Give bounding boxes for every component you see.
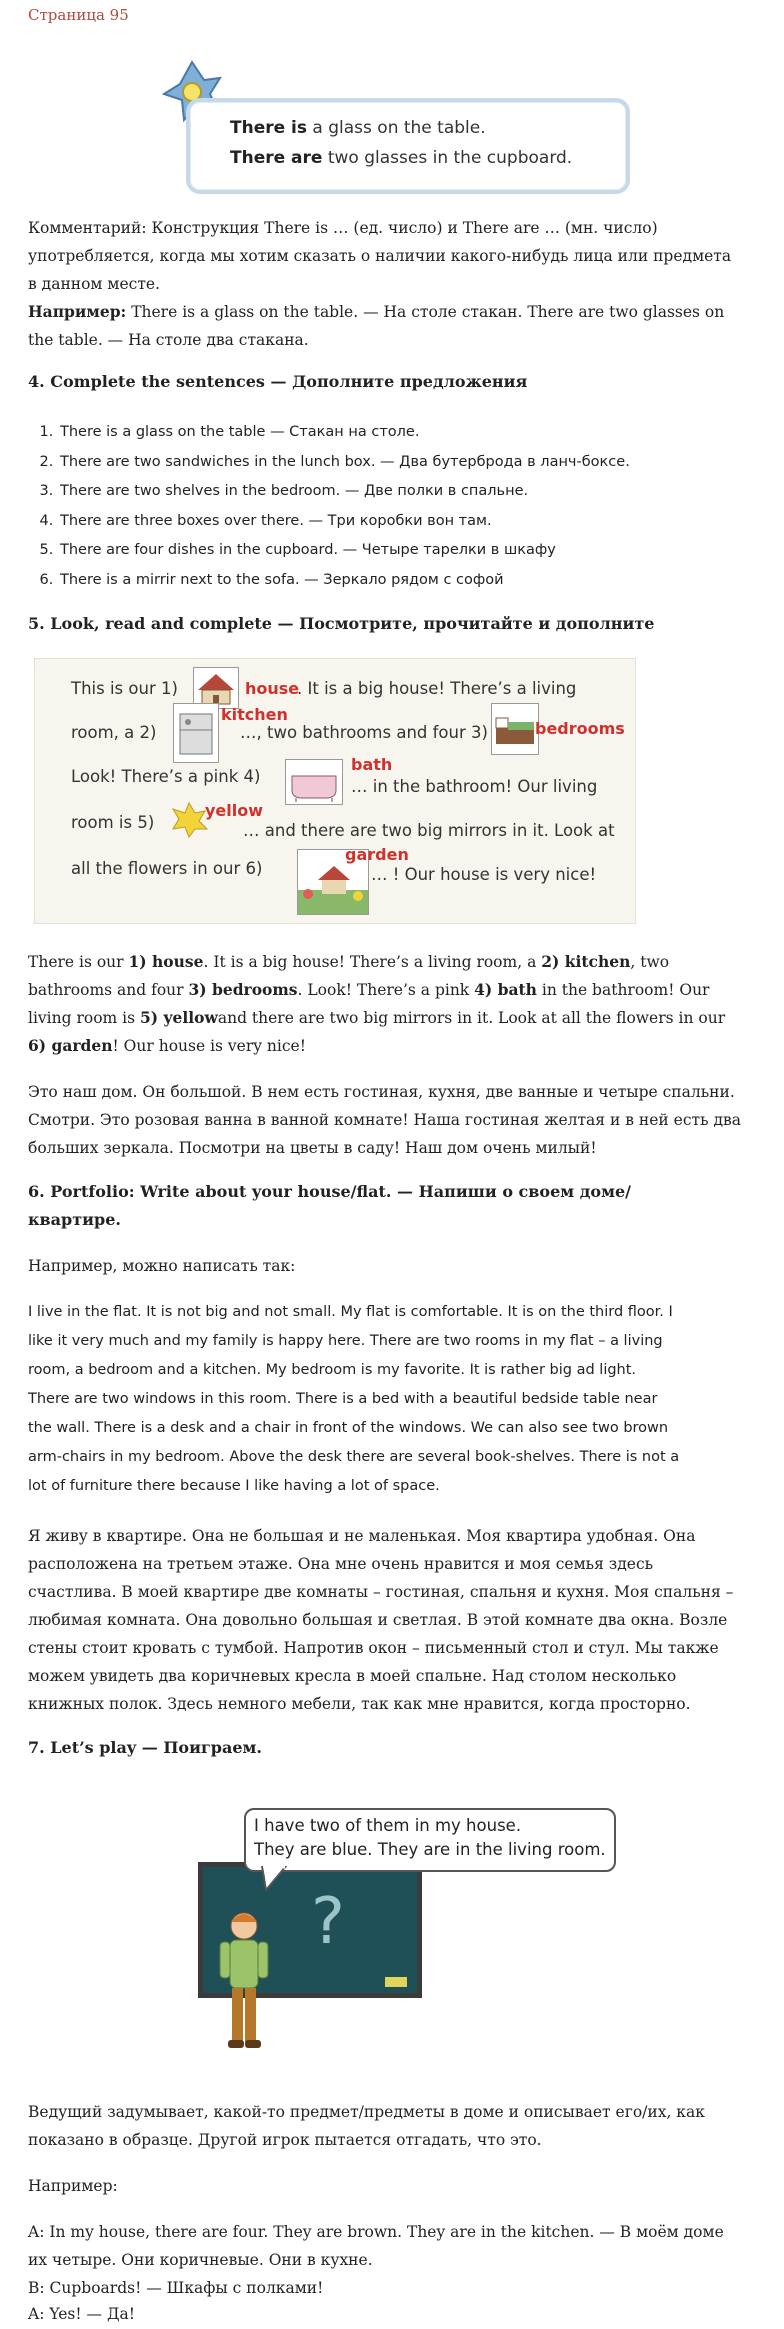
russian-line: счастлива. В моей квартире две комнаты – гостиная, спальня и кухня. Моя спальня – xyxy=(28,1583,734,1601)
answer-line: living room is 5) yellowand there are two big mirrors in it. Look at all the flowers in our xyxy=(28,1008,726,1027)
english-line: I live in the flat. It is not big and not small. My flat is comfortable. It is on the third floor. I xyxy=(28,1304,673,1320)
answer-garden: garden xyxy=(345,845,409,864)
answer-yellow: yellow xyxy=(205,801,264,820)
ex5-heading: 5. Look, read and complete — Посмотрите, прочитайте и дополните xyxy=(28,614,655,633)
boy-figure xyxy=(214,1904,274,2054)
translation-line: больших зеркала. Посмотри на цветы в саду! Наш дом очень милый! xyxy=(28,1139,597,1157)
bubble-tail xyxy=(260,1866,290,1892)
dialog-line: A: In my house, there are four. They are brown. They are in the kitchen. — В моём доме xyxy=(28,2223,724,2241)
english-line: the wall. There is a desk and a chair in front of the windows. We can also see two brown xyxy=(28,1420,669,1436)
answer-line: There is our 1) house. It is a big house! There’s a living room, a 2) kitchen, two xyxy=(28,952,670,971)
bedrooms-picture xyxy=(491,703,539,755)
russian-line: можем увидеть два коричневых кресла в моей спальне. Над столом несколько xyxy=(28,1667,677,1685)
bath-picture xyxy=(285,759,343,805)
translation-line: Смотри. Это розовая ванна в ванной комнате! Наша гостиная желтая и в ней есть два xyxy=(28,1111,741,1129)
list-item: 6. There is a mirrir next to the sofa. — Зеркало рядом с софой xyxy=(58,566,630,596)
kitchen-picture xyxy=(173,703,219,763)
ex7-heading: 7. Let’s play — Поиграем. xyxy=(28,1738,262,1757)
bubble-line: They are blue. They are in the living room. xyxy=(254,1840,606,1859)
english-line: lot of furniture there because I like having a lot of space. xyxy=(28,1478,440,1494)
exercise-image: This is our 1) house . It is a big house! There’s a living room, a 2) kitchen …, two bathrooms and four 3) bedrooms Look! There’s a pink 4) bath … in the bathroom! Our living room is 5) yellow … and there are two big mirrors in it. Look at all the flowers in our 6) garden … ! Our house is very nice! xyxy=(34,658,636,924)
ex4-heading: 4. Complete the sentences — Дополните предложения xyxy=(28,372,528,391)
dialog-line: B: Cupboards! — Шкафы с полками! xyxy=(28,2279,324,2297)
russian-line: стены стоит кровать с тумбой. Напротив окон – письменный стол и стул. Мы также xyxy=(28,1639,719,1657)
example-line: Например: There is a glass on the table. — На столе стакан. There are two glasses on xyxy=(28,302,725,321)
comment-line: Комментарий: Конструкция There is … (ед. число) и There are … (мн. число) xyxy=(28,219,658,237)
list-item: 3. There are two shelves in the bedroom. — Две полки в спальне. xyxy=(58,477,630,507)
russian-line: любимая комната. Она довольно большая и светлая. В этой комнате два окна. Возле xyxy=(28,1611,728,1629)
rule-box xyxy=(186,98,630,194)
list-item: 4. There are three boxes over there. — Три коробки вон там. xyxy=(58,507,630,537)
dialog-line: A: Yes! — Да! xyxy=(28,2305,136,2323)
answer-line: 6) garden! Our house is very nice! xyxy=(28,1036,306,1055)
comment-line: употребляется, когда мы хотим сказать о наличии какого-нибудь лица или предмета xyxy=(28,247,732,265)
english-line: room, a bedroom and a kitchen. My bedroom is my favorite. It is rather big ad light. xyxy=(28,1362,637,1378)
example-label: Например: xyxy=(28,2177,118,2195)
dialog-line: их четыре. Они коричневые. Они в кухне. xyxy=(28,2251,373,2269)
russian-line: расположена на третьем этаже. Она мне очень нравится и моя семья здесь xyxy=(28,1555,654,1573)
answer-bedrooms: bedrooms xyxy=(535,719,625,738)
list-item: 5. There are four dishes in the cupboard. — Четыре тарелки в шкафу xyxy=(58,536,630,566)
answer-house: house xyxy=(245,679,300,698)
chalk xyxy=(385,1977,407,1987)
rule-line-1: There is a glass on the table. xyxy=(230,118,486,138)
translation-line: Это наш дом. Он большой. В нем есть гостиная, кухня, две ванные и четыре спальни. xyxy=(28,1083,735,1101)
ex6-heading: квартире. xyxy=(28,1210,121,1229)
list-item: 1. There is a glass on the table — Стакан на столе. xyxy=(58,418,630,448)
english-line: There are two windows in this room. There is a bed with a beautiful bedside table near xyxy=(28,1391,658,1407)
rule-line-2: There are two glasses in the cupboard. xyxy=(230,148,573,168)
list-item: 2. There are two sandwiches in the lunch box. — Два бутерброда в ланч-боксе. xyxy=(58,448,630,478)
example-line: the table. — На столе два стакана. xyxy=(28,331,309,349)
ex6-heading: 6. Portfolio: Write about your house/flat. — Напиши о своем доме/ xyxy=(28,1182,631,1201)
desc-line: Ведущий задумывает, какой-то предмет/предметы в доме и описывает его/их, как xyxy=(28,2103,705,2121)
comment-line: в данном месте. xyxy=(28,275,160,293)
page-title: Страница 95 xyxy=(28,6,129,24)
answer-bath: bath xyxy=(351,755,393,774)
ex6-intro: Например, можно написать так: xyxy=(28,1257,296,1275)
question-mark: ? xyxy=(311,1885,345,1959)
speech-bubble xyxy=(244,1808,616,1872)
answer-line: bathrooms and four 3) bedrooms. Look! There’s a pink 4) bath in the bathroom! Our xyxy=(28,980,710,999)
answer-kitchen: kitchen xyxy=(221,705,288,724)
desc-line: показано в образце. Другой игрок пытается отгадать, что это. xyxy=(28,2131,542,2149)
english-line: arm-chairs in my bedroom. Above the desk there are several book-shelves. There is not a xyxy=(28,1449,680,1465)
paint-splash-icon xyxy=(169,799,209,839)
ex4-list xyxy=(32,418,630,595)
english-line: like it very much and my family is happy here. There are two rooms in my flat – a living xyxy=(28,1333,663,1349)
russian-line: Я живу в квартире. Она не большая и не маленькая. Моя квартира удобная. Она xyxy=(28,1527,696,1545)
bubble-line: I have two of them in my house. xyxy=(254,1816,522,1835)
russian-line: книжных полок. Здесь немного мебели, так как мне нравится, когда просторно. xyxy=(28,1695,691,1713)
